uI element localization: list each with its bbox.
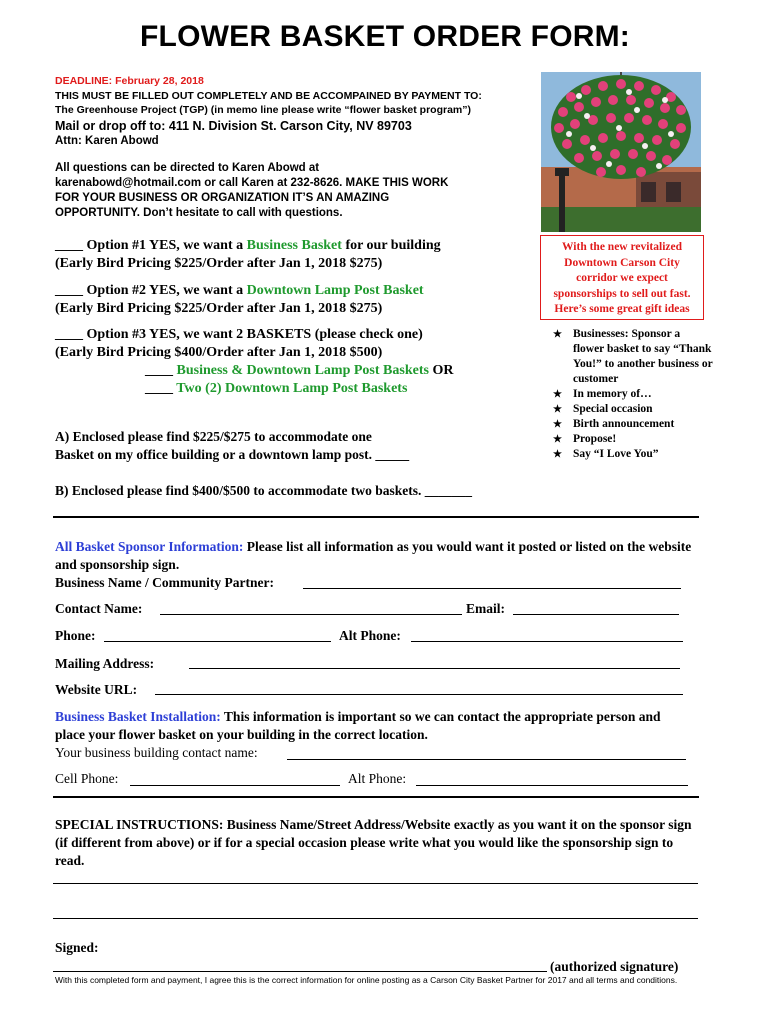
star-icon: ★ xyxy=(553,389,562,400)
enclosed-a xyxy=(55,428,409,464)
questions-line: FOR YOUR BUSINESS OR ORGANIZATION IT’S AN AMAZING xyxy=(55,192,390,204)
enclosed-b: B) Enclosed please find $400/$500 to accommodate two baskets. _______ xyxy=(55,483,472,498)
option-2-blank[interactable]: ____ xyxy=(55,283,83,298)
bullet-text: In memory of… xyxy=(573,388,652,400)
list-item xyxy=(553,447,713,462)
questions-block xyxy=(55,161,448,221)
flower-basket-photo xyxy=(541,72,701,232)
email-label: Email: xyxy=(466,601,505,616)
questions-line: OPPORTUNITY. Don’t hesitate to call with questions. xyxy=(55,207,343,219)
option-3-choice-a: Business & Downtown Lamp Post Baskets xyxy=(176,363,429,378)
deadline: DEADLINE: February 28, 2018 xyxy=(55,75,204,87)
questions-line: karenabowd@hotmail.com or call Karen at 232-8626. MAKE THIS WORK xyxy=(55,177,449,189)
signature-label: (authorized signature) xyxy=(550,959,679,974)
option-3-text: Option #3 YES, we want 2 BASKETS (please check one) xyxy=(83,327,423,342)
website-url-label: Website URL: xyxy=(55,682,138,697)
option-2-text: Option #2 YES, we want a xyxy=(83,283,247,298)
option-1-text: Option #1 YES, we want a xyxy=(83,238,247,253)
list-item xyxy=(553,432,713,447)
installation-intro xyxy=(55,708,685,744)
contact-name-label: Contact Name: xyxy=(55,601,143,616)
alt-phone-label: Alt Phone: xyxy=(339,628,401,643)
business-name-label: Business Name / Community Partner: xyxy=(55,575,274,590)
bullet-text: Propose! xyxy=(573,433,617,445)
option-1 xyxy=(55,237,441,273)
signature-field[interactable] xyxy=(53,971,547,972)
option-1-highlight: Business Basket xyxy=(246,238,342,253)
email-field[interactable] xyxy=(513,614,679,615)
sponsor-heading: All Basket Sponsor Information: xyxy=(55,539,244,554)
bullet-text: Say “I Love You” xyxy=(573,448,659,460)
footer-note: With this completed form and payment, I agree this is the correct information for online posting as a Carson City Basket Partner for 2017 and all terms and conditions. xyxy=(55,975,678,985)
option-1-pricing: (Early Bird Pricing $225/Order after Jan 1, 2018 $275) xyxy=(55,256,383,271)
contact-name-field[interactable] xyxy=(160,614,462,615)
option-3-choice-or: OR xyxy=(428,363,454,378)
cell-phone-field[interactable] xyxy=(130,785,340,786)
payment-line: THIS MUST BE FILLED OUT COMPLETELY AND BE ACCOMPAINED BY PAYMENT TO: xyxy=(55,90,482,102)
bullet-text: Birth announcement xyxy=(573,418,675,430)
form-title: FLOWER BASKET ORDER FORM: xyxy=(140,20,630,53)
installation-heading: Business Basket Installation: xyxy=(55,709,221,724)
install-alt-phone-label: Alt Phone: xyxy=(348,771,407,786)
star-icon: ★ xyxy=(553,434,562,445)
website-url-field[interactable] xyxy=(155,694,683,695)
building-contact-field[interactable] xyxy=(287,759,686,760)
option-2 xyxy=(55,282,424,318)
option-3-blank[interactable]: ____ xyxy=(55,327,83,342)
business-name-field[interactable] xyxy=(303,588,681,589)
enclosed-a-line: Basket on my office building or a downtown lamp post. _____ xyxy=(55,447,410,462)
enclosed-a-line: A) Enclosed please find $225/$275 to accommodate one xyxy=(55,429,372,444)
option-3-choice-a-blank[interactable]: ____ xyxy=(145,363,173,378)
option-1-blank[interactable]: ____ xyxy=(55,238,83,253)
list-item xyxy=(553,327,713,387)
star-icon: ★ xyxy=(553,404,562,415)
special-instructions: SPECIAL INSTRUCTIONS: Business Name/Street Address/Website exactly as you want it on the sponsor sign (if different from above) or if for a special occasion please write what you would like the sponsorship sign to read. xyxy=(55,817,692,868)
option-3-choice-b: Two (2) Downtown Lamp Post Baskets xyxy=(176,381,408,396)
section-divider xyxy=(53,516,699,518)
attn-line: Attn: Karen Abowd xyxy=(55,135,159,147)
gift-ideas-text: With the new revitalized Downtown Carson City corridor we expect sponsorships to sell out fast. Here’s some great gift ideas xyxy=(553,241,691,315)
mail-line: Mail or drop off to: 411 N. Division St. Carson City, NV 89703 xyxy=(55,119,412,133)
alt-phone-field[interactable] xyxy=(411,641,683,642)
option-1-suffix: for our building xyxy=(341,238,441,253)
list-item xyxy=(553,402,713,417)
special-instructions-line-1[interactable] xyxy=(53,883,698,884)
bullet-text: Special occasion xyxy=(573,403,653,415)
gift-ideas-box xyxy=(540,235,704,320)
gift-ideas-list xyxy=(553,327,713,462)
phone-label: Phone: xyxy=(55,628,96,643)
mailing-address-label: Mailing Address: xyxy=(55,656,155,671)
install-alt-phone-field[interactable] xyxy=(416,785,688,786)
option-3-pricing: (Early Bird Pricing $400/Order after Jan 1, 2018 $500) xyxy=(55,345,383,360)
signed-label: Signed: xyxy=(55,940,99,955)
phone-field[interactable] xyxy=(104,641,331,642)
bullet-text: Businesses: Sponsor a flower basket to say “Thank You!” to another business or customer xyxy=(573,328,713,385)
list-item xyxy=(553,387,713,402)
sponsor-intro-text: Please list all information as you would want it posted or listed on the website and sponsorship sign. xyxy=(55,539,692,572)
option-3 xyxy=(55,326,453,398)
payee-line: The Greenhouse Project (TGP) (in memo line please write “flower basket program”) xyxy=(55,104,472,116)
star-icon: ★ xyxy=(553,419,562,430)
installation-intro-text: This information is important so we can contact the appropriate person and place your flower basket on your building in the correct location. xyxy=(55,709,661,742)
star-icon: ★ xyxy=(553,329,562,340)
sponsor-intro xyxy=(55,538,705,574)
option-2-pricing: (Early Bird Pricing $225/Order after Jan 1, 2018 $275) xyxy=(55,301,383,316)
option-3-choice-b-blank[interactable]: ____ xyxy=(145,381,173,396)
star-icon: ★ xyxy=(553,449,562,460)
section-divider xyxy=(53,796,699,798)
building-contact-label: Your business building contact name: xyxy=(55,745,258,760)
mailing-address-field[interactable] xyxy=(189,668,680,669)
special-instructions-line-2[interactable] xyxy=(53,918,698,919)
list-item xyxy=(553,417,713,432)
option-2-highlight: Downtown Lamp Post Basket xyxy=(246,283,424,298)
cell-phone-label: Cell Phone: xyxy=(55,771,119,786)
questions-line: All questions can be directed to Karen Abowd at xyxy=(55,162,320,174)
